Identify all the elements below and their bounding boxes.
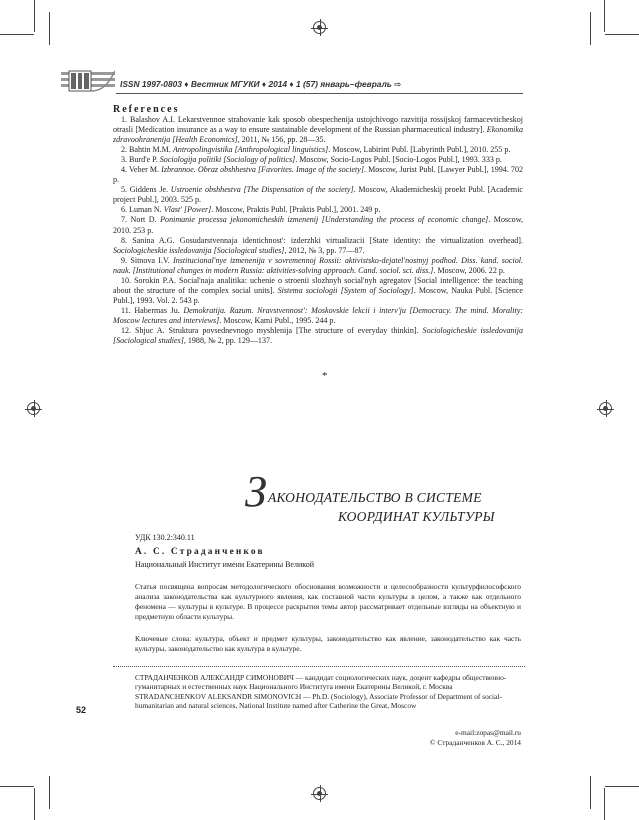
reference-item [113,326,523,346]
reference-source: Sistema sociologii [System of Sociology] [277,285,414,295]
reference-text: Balashov A.I. Lekarstvennoe strahovanie kak sposob obespechenija ustojchivogo razvitija rossijskoj farmacevticheskoj otrasli [Medication insurance as a way to ensure sustainable development of the Russian pharmaceutical industry]. [113,115,524,135]
reference-item [113,306,523,326]
reference-text: Shjuc A. Struktura povsednevnogo myshlenija [The structure of everyday thinkin]. [134,325,423,335]
crop-mark [590,12,591,45]
reference-text: Nort D. [130,215,161,225]
reference-text: Burd'e P. [129,155,160,165]
crop-mark [49,776,50,809]
reference-item [113,205,523,215]
reference-details: . Moscow, Akademicheskij proekt Publ. [Academic project Publ.], 2003. 525 p. [113,185,523,205]
issn: ISSN 1997-0803 [120,79,182,89]
reference-details: . Moscow, Kami Publ., 1995. 244 p. [219,315,336,325]
crop-mark [34,788,35,820]
journal-name: Вестник МГУКИ [190,79,260,89]
reference-details: . Moscow, 2006. 22 p. [433,265,505,275]
reference-details: . Moscow, Jurist Publ. [Lawyer Publ.], 1994. 702 p. [113,165,523,185]
reference-source: Ponimanie processa jekonomicheskih izmenenij [Understanding the process of economic change] [160,215,489,225]
author-bio-ru: СТРАДАНЧЕНКОВ АЛЕКСАНДР СИМОНОВИЧ — кандидат социологических наук, доцент кафедры общественно-гуманитарных и естественных наук Национального Института имени Екатерины Великой, г. Москва [135,673,507,692]
reference-source: Izbrannoe. Obraz obshhestva [Favorites. Image of the society] [161,165,364,175]
reference-source: Ustroenie obshhestva [The Dispensation of the society] [170,185,354,195]
crop-mark [49,12,50,45]
reference-details: . Moscow, Praktis Publ. [Praktis Publ.], 2001. 249 p. [211,205,381,215]
article-title-line-1: АКОНОДАТЕЛЬСТВО В СИСТЕМЕ [268,490,482,505]
references-list [113,115,523,346]
reference-number: 1. [121,115,130,124]
issue: 1 (57) январь–февраль [296,79,392,89]
header-separator: ♦ [261,79,269,89]
author-bio-en: STRADANCHENKOV ALEKSANDR SIMONOVICH — Ph.D. (Sociology), Associate Professor of Department of social-humanitarian and natural sciences, National Institute named after Catherine the Great, Moscow [135,691,502,710]
reference-text: Luman N. [129,205,164,215]
reference-source: Antropolingvistika [Anthropological linguistics] [172,145,329,155]
reference-source: Sociologicheskie issledovanija [Sociological studies] [113,325,523,346]
reference-item [113,185,523,205]
crop-mark [590,776,591,809]
dotted-divider [113,666,525,667]
reference-number: 3. [121,155,130,165]
keywords: Ключевые слова: культура, объект и предмет культуры, законодательство как явление, законодательство как часть культуры, законодательство как культура в культуре. [135,634,521,654]
registration-mark-right [599,402,612,415]
reference-details: . Moscow, Labirint Publ. [Labyrinth Publ.], 2010. 255 p. [328,145,511,155]
crop-mark [0,786,34,787]
registration-mark-left [27,402,40,415]
reference-number: 7. [121,215,131,225]
crop-mark [605,786,639,787]
reference-source: Sociologicheskie issledovanija [Sociological studies] [113,245,285,255]
reference-number: 9. [121,255,131,265]
reference-source: Demokratija. Razum. Nravstvennost': Moskovskie lekcii i interv'ju [Democracy. The mind. Morality: Moscow lectures and interviews] [113,305,523,325]
reference-text: Sorokin P.A. Social'naja analitika: uchenie o stroenii slozhnyh social'nyh agregatov [Social intelligence: the teaching about the structure of the complex social units]. [113,275,523,295]
reference-text: Giddens Je. [129,185,171,195]
section-separator: * [322,370,328,382]
reference-number: 12. [121,325,135,335]
author-email: e-mail:zopas@mail.ru [455,728,521,737]
reference-text: Sitnova I.V. [130,255,174,265]
reference-text: Sanina A.G. Gosudarstvennaja identichnost': izderzhki virtualizacii [State identity: the virtualization overhead]. [132,235,523,245]
article-title-line-2: КООРДИНАТ КУЛЬТУРЫ [338,509,495,524]
header-rule [116,93,523,94]
arrow-icon: ⇨ [394,79,402,89]
references-heading: References [113,104,180,115]
abstract: Статья посвящена вопросам методологического обоснования возможности и целесообразности культурфилософского анализа законодательства как культурного явления, как составной части культуры в целом, а также как отдельного феномена — культуры в культуре. В процессе раскрытия темы автор рассматривает отдельные взгляды на объектную и предметную области культуры. [135,582,521,622]
reference-source: Institucional'nye izmenenija v sovremennoj Rossii: aktivistsko-dejatel'nostnyj podhod. Diss. kand. sociol. nauk. [Institutional changes in modern Russia: aktivities-solving approach. Cand. sociol. sci. diss.] [113,255,524,275]
crop-mark [604,788,605,820]
reference-item [113,145,523,155]
reference-item [113,256,523,276]
reference-number: 6. [121,205,130,215]
reference-source: Ekonomika zdravoohranenija [Health Economics] [113,125,523,145]
crop-mark [605,34,639,35]
reference-source: Sociologija politiki [Sociology of politics] [159,155,296,165]
copyright: © Страданченков А. С., 2014 [429,738,521,747]
crop-mark [604,0,605,32]
reference-details: . Moscow, Socio-Logos Publ. [Socio-Logos Publ.], 1993. 333 p. [295,155,502,165]
reference-source: Vlast' [Power] [163,205,212,215]
reference-number: 5. [121,185,130,195]
year: 2014 [268,79,288,89]
crop-mark [0,34,34,35]
reference-details: . Moscow, Nauka Publ. [Science Publ.], 1993. Vol. 2. 543 p. [113,285,524,305]
crop-mark [34,0,35,32]
reference-text: Habermas Ju. [134,305,184,315]
reference-item [113,276,523,306]
page-number: 52 [76,705,87,715]
reference-number: 10. [121,275,135,285]
author-name: А. С. Страданченков [135,547,265,557]
author-institution: Национальный Институт имени Екатерины Великой [135,560,315,569]
reference-item [113,236,523,256]
header-separator: ♦ [289,79,297,89]
header-separator: ♦ [184,79,191,89]
registration-mark-top [313,21,326,34]
reference-details: . Moscow, 2010. 253 p. [113,215,524,235]
reference-number: 4. [121,165,129,175]
reference-item [113,155,523,165]
title-initial: З [245,467,267,516]
running-header [120,79,401,89]
reference-number: 2. [121,145,130,155]
reference-text: Veber M. [129,165,162,175]
reference-details: , 2012, № 3, pp. 77—87. [284,245,365,255]
reference-item [113,215,523,235]
reference-text: Bahtin M.M. [129,145,173,155]
author-bio [135,673,521,710]
reference-number: 11. [121,305,135,315]
udk-code: УДК 130.2:340.11 [135,533,195,542]
journal-logo [61,69,115,93]
reference-item [113,115,523,145]
reference-details: , 1988, № 2, pp. 129—137. [183,336,273,346]
reference-item [113,165,523,185]
reference-number: 8. [121,235,133,245]
registration-mark-bottom [313,787,326,800]
reference-details: , 2011, № 156, pp. 28—35. [237,135,326,145]
